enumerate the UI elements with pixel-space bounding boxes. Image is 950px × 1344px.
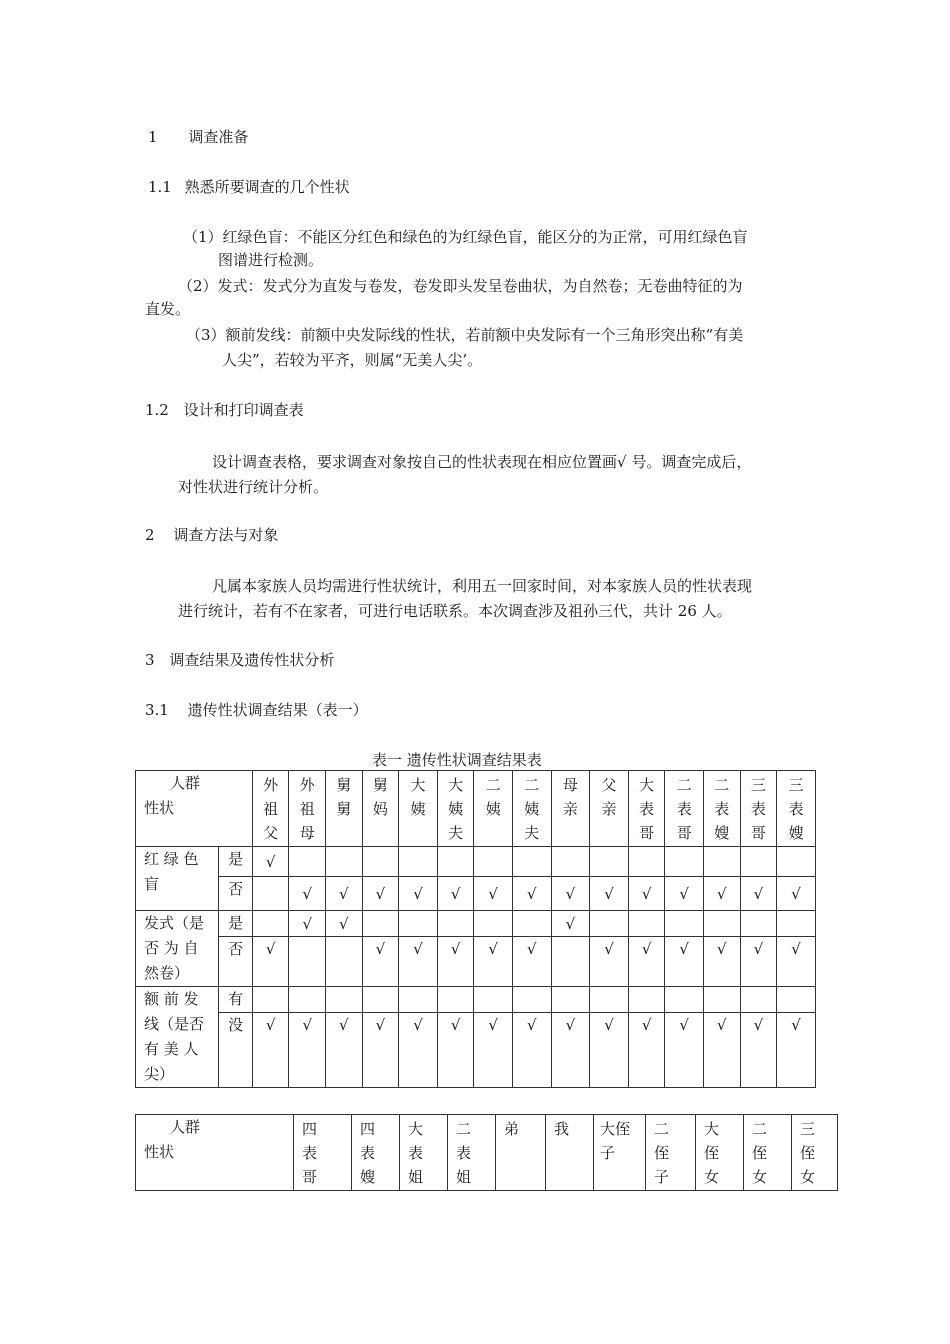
- check-cell: √: [777, 877, 816, 911]
- table-row: [136, 847, 816, 877]
- check-cell: √: [474, 877, 513, 911]
- paragraph-hair-line1: （2）发式：发式分为直发与卷发，卷发即头发呈卷曲状，为自然卷；无卷曲特征的为: [178, 277, 743, 295]
- col-header-cousin-2-wife: 二 表 嫂: [704, 771, 741, 847]
- header-population: 人群: [170, 774, 201, 792]
- col-header-cousin-3: 三 表 哥: [740, 771, 777, 847]
- paragraph-red-green-line2: 图谱进行检测。: [218, 251, 324, 269]
- check-cell: √: [362, 1013, 399, 1088]
- section-title: 设计和打印调查表: [183, 401, 304, 419]
- check-cell: √: [665, 877, 704, 911]
- col-header-maternal-grandmother: 外 祖 母: [289, 771, 326, 847]
- check-cell: √: [289, 911, 326, 937]
- trait-table-1: [135, 770, 816, 1088]
- check-cell: √: [551, 1013, 590, 1088]
- header-trait: 性状: [144, 1143, 175, 1161]
- trait-table-2: [135, 1114, 838, 1191]
- col-header-mother: 母 亲: [551, 771, 590, 847]
- col-header-eldest-nephew: 大侄 子: [594, 1115, 646, 1191]
- check-cell: √: [362, 937, 399, 987]
- col-header-cousin-4: 四 表 哥: [294, 1115, 352, 1191]
- header-corner: [136, 771, 253, 847]
- col-header-eldest-aunt-husband: 大 姨 夫: [437, 771, 474, 847]
- check-cell: √: [628, 877, 665, 911]
- check-cell: √: [399, 1013, 438, 1088]
- section-1-2-heading: [145, 400, 304, 420]
- check-cell: √: [399, 877, 438, 911]
- check-cell: √: [551, 877, 590, 911]
- col-header-third-niece: 三 侄 女: [792, 1115, 838, 1191]
- table-row: [136, 911, 816, 937]
- table-header-row: [136, 771, 816, 847]
- check-cell: √: [704, 1013, 741, 1088]
- section-3-heading: [145, 650, 334, 670]
- check-cell: √: [590, 1013, 629, 1088]
- check-cell: √: [437, 877, 474, 911]
- check-cell: √: [590, 937, 629, 987]
- col-header-second-female-cousin: 二 表 姐: [448, 1115, 496, 1191]
- check-cell: √: [252, 1013, 289, 1088]
- check-cell: √: [665, 937, 704, 987]
- table-row: [136, 987, 816, 1013]
- check-cell: √: [513, 937, 552, 987]
- check-cell: √: [777, 1013, 816, 1088]
- header-population: 人群: [170, 1118, 201, 1136]
- table-row: [136, 877, 816, 911]
- section-title: 熟悉所要调查的几个性状: [184, 178, 350, 196]
- answer-no: 否: [219, 877, 253, 911]
- paragraph-method-line1: 凡属本家族人员均需进行性状统计，利用五一回家时间，对本家族人员的性状表现: [212, 577, 753, 595]
- check-cell: √: [252, 847, 289, 877]
- col-header-uncle: 舅 舅: [326, 771, 363, 847]
- section-title: 调查方法与对象: [173, 526, 279, 544]
- check-cell: √: [777, 937, 816, 987]
- col-header-second-niece: 二 侄 女: [744, 1115, 792, 1191]
- section-number: 2: [145, 526, 155, 544]
- answer-no: 没: [219, 1013, 253, 1088]
- check-cell: √: [740, 937, 777, 987]
- col-header-second-nephew: 二 侄 子: [646, 1115, 696, 1191]
- check-cell: √: [289, 1013, 326, 1088]
- check-cell: √: [590, 877, 629, 911]
- paragraph-hair-line2: 直发。: [145, 300, 191, 318]
- answer-yes: 是: [219, 911, 253, 937]
- check-cell: √: [399, 937, 438, 987]
- trait-widows-peak: 额 前 发 线（是否 有 美 人 尖）: [136, 987, 219, 1088]
- col-header-maternal-grandfather: 外 祖 父: [252, 771, 289, 847]
- check-cell: √: [362, 877, 399, 911]
- answer-yes: 有: [219, 987, 253, 1013]
- section-number: 1.1: [148, 178, 172, 196]
- table-row: [136, 1013, 816, 1088]
- header-trait: 性状: [144, 799, 175, 817]
- check-cell: √: [326, 877, 363, 911]
- header-corner: [136, 1115, 294, 1191]
- paragraph-hairline-line1: （3）额前发线：前额中央发际线的性状，若前额中央发际有一个三角形突出称“有美: [186, 326, 744, 344]
- col-header-aunt-in-law: 舅 妈: [362, 771, 399, 847]
- check-cell: √: [474, 1013, 513, 1088]
- check-cell: √: [252, 937, 289, 987]
- section-number: 1: [148, 128, 158, 146]
- col-header-father: 父 亲: [590, 771, 629, 847]
- paragraph-red-green-line1: （1）红绿色盲：不能区分红色和绿色的为红绿色盲，能区分的为正常，可用红绿色盲: [183, 228, 748, 246]
- section-2-heading: [145, 525, 278, 545]
- check-cell: √: [289, 877, 326, 911]
- check-cell: √: [326, 1013, 363, 1088]
- check-cell: √: [513, 1013, 552, 1088]
- check-cell: √: [326, 911, 363, 937]
- check-cell: √: [704, 877, 741, 911]
- check-cell: √: [740, 877, 777, 911]
- paragraph-design-line1: 设计调查表格，要求调查对象按自己的性状表现在相应位置画√ 号。调查完成后，: [212, 453, 752, 471]
- trait-hair-type: 发式（是 否 为 自 然卷）: [136, 911, 219, 987]
- answer-yes: 是: [219, 847, 253, 877]
- check-cell: √: [740, 1013, 777, 1088]
- col-header-younger-brother: 弟: [496, 1115, 546, 1191]
- check-cell: √: [437, 1013, 474, 1088]
- table-header-row: [136, 1115, 838, 1191]
- col-header-eldest-niece: 大 侄 女: [696, 1115, 744, 1191]
- answer-no: 否: [219, 937, 253, 987]
- section-title: 调查准备: [188, 128, 249, 146]
- check-cell: √: [704, 937, 741, 987]
- check-cell: √: [513, 877, 552, 911]
- paragraph-hairline-line2: 人尖”，若较为平齐，则属“无美人尖’。: [222, 351, 483, 369]
- section-3-1-heading: [145, 700, 368, 720]
- check-cell: √: [628, 937, 665, 987]
- col-header-cousin-2: 二 表 哥: [665, 771, 704, 847]
- col-header-second-aunt-husband: 二 姨 夫: [513, 771, 552, 847]
- table-caption: 表一 遗传性状调查结果表: [372, 751, 542, 769]
- trait-red-green: 红 绿 色 盲: [136, 847, 219, 911]
- section-number: 3: [145, 651, 155, 669]
- section-number: 3.1: [145, 701, 169, 719]
- table-row: [136, 937, 816, 987]
- check-cell: √: [551, 911, 590, 937]
- section-1-heading: [148, 127, 248, 147]
- paragraph-design-line2: 对性状进行统计分析。: [178, 478, 329, 496]
- section-number: 1.2: [145, 401, 169, 419]
- col-header-me: 我: [546, 1115, 594, 1191]
- check-cell: √: [628, 1013, 665, 1088]
- section-1-1-heading: [148, 177, 350, 197]
- col-header-elder-female-cousin: 大 表 姐: [400, 1115, 448, 1191]
- paragraph-method-line2: 进行统计，若有不在家者，可进行电话联系。本次调查涉及祖孙三代，共计 26 人。: [178, 602, 732, 620]
- col-header-second-aunt: 二 姨: [474, 771, 513, 847]
- section-title: 调查结果及遗传性状分析: [169, 651, 335, 669]
- check-cell: √: [474, 937, 513, 987]
- col-header-cousin-1: 大 表 哥: [628, 771, 665, 847]
- section-title: 遗传性状调查结果（表一）: [187, 701, 368, 719]
- col-header-cousin-3-wife: 三 表 嫂: [777, 771, 816, 847]
- col-header-cousin-4-wife: 四 表 嫂: [352, 1115, 400, 1191]
- col-header-eldest-aunt: 大 姨: [399, 771, 438, 847]
- check-cell: √: [437, 937, 474, 987]
- check-cell: √: [665, 1013, 704, 1088]
